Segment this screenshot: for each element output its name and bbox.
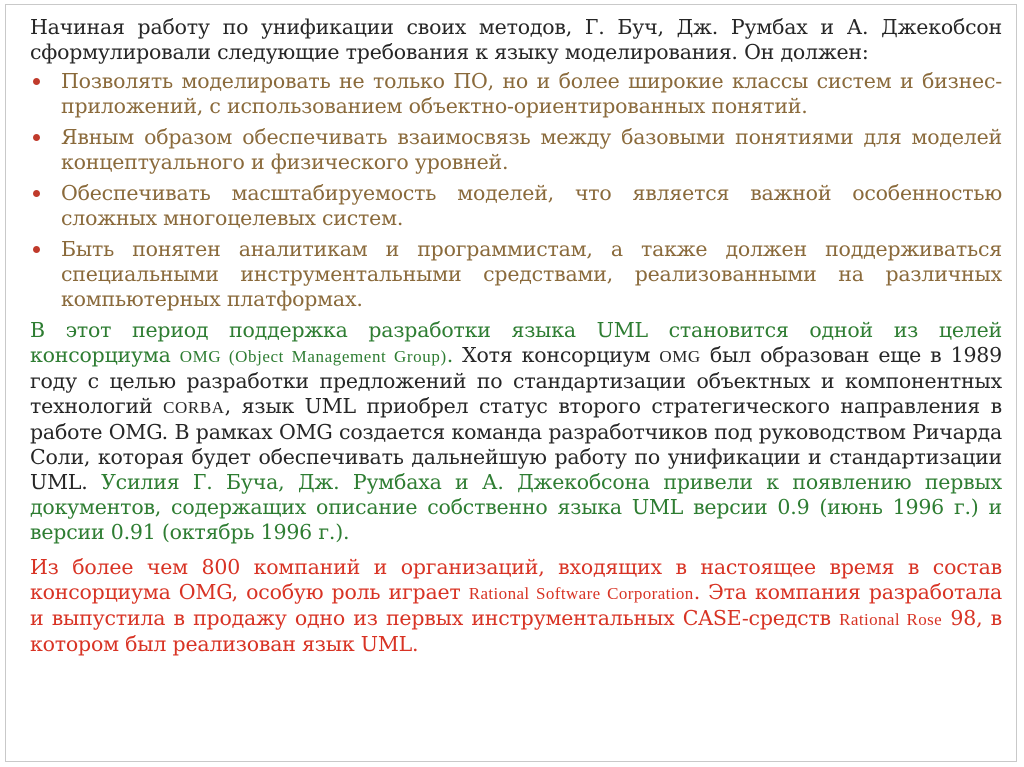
bullet-item — [30, 181, 1002, 231]
text-segment: был образован еще в 1989 году с целью разработки предложений по стандартизации объектных и компонентных технологий — [30, 343, 1002, 418]
rational-paragraph — [30, 555, 1002, 657]
text-segment: . Эта компания разработала и выпустила в продажу одно из первых инструментальных CASE-средств — [30, 580, 1002, 630]
intro-paragraph: Начиная работу по унификации своих методов, Г. Буч, Дж. Румбах и А. Джекобсон сформулировали следующие требования к языку моделирования. Он должен: — [30, 15, 1002, 64]
omg-abbr: OMG — [659, 347, 701, 366]
bullet-item — [30, 125, 1002, 175]
slide — [5, 4, 1017, 762]
corba-abbr: CORBA — [163, 398, 225, 417]
bullet-dot-icon — [33, 246, 40, 253]
text-segment: В этот период поддержка разработки языка UML становится одной из целей консорциума — [30, 318, 1002, 367]
text-segment: Из более чем 800 компаний и организаций, входящих в настоящее время в состав консорциума OMG, особую роль играет — [30, 555, 1002, 604]
bullet-text: Позволять моделировать не только ПО, но и более широкие классы систем и бизнес-приложений, с использованием объектно-ориентированных понятий. — [61, 69, 1002, 118]
bullet-text: Явным образом обеспечивать взаимосвязь между базовыми понятиями для моделей концептуального и физического уровней. — [61, 125, 1002, 174]
bullet-dot-icon — [33, 190, 40, 197]
text-segment: Хотя консорциум — [462, 343, 660, 367]
uml-history-paragraph — [30, 318, 1002, 545]
bullet-item — [30, 69, 1002, 119]
text-segment: , язык UML приобрел статус второго стратегического направления в работе OMG. В рамках OMG создается команда разработчиков под руководством Ричарда Соли, которая будет обеспечивать дальнейшую работу по унификации и стандартизации UML. — [30, 394, 1002, 494]
bullet-dot-icon — [33, 78, 40, 85]
rational-rose-name: Rational Rose — [839, 610, 943, 629]
text-segment: 98, в котором был реализован язык UML. — [30, 606, 1002, 656]
text-segment: . — [446, 343, 463, 367]
omg-name: OMG (Object Management Group) — [179, 347, 447, 366]
text-segment: Усилия Г. Буча, Дж. Румбаха и А. Джекобсона привели к появлению первых документов, содержащих описание собственно языка UML версии 0.9 (июнь 1996 г.) и версии 0.91 (октябрь 1996 г.). — [30, 470, 1002, 544]
bullet-text: Обеспечивать масштабируемость моделей, что является важной особенностью сложных многоцелевых систем. — [61, 181, 1002, 230]
requirements-list — [30, 69, 1002, 312]
rational-corp-name: Rational Software Corporation — [468, 584, 694, 603]
bullet-item — [30, 237, 1002, 312]
slide-content — [30, 15, 1002, 657]
bullet-dot-icon — [33, 134, 40, 141]
bullet-text: Быть понятен аналитикам и программистам, а также должен поддерживаться специальными инструментальными средствами, реализованными на различных компьютерных платформах. — [61, 237, 1002, 311]
